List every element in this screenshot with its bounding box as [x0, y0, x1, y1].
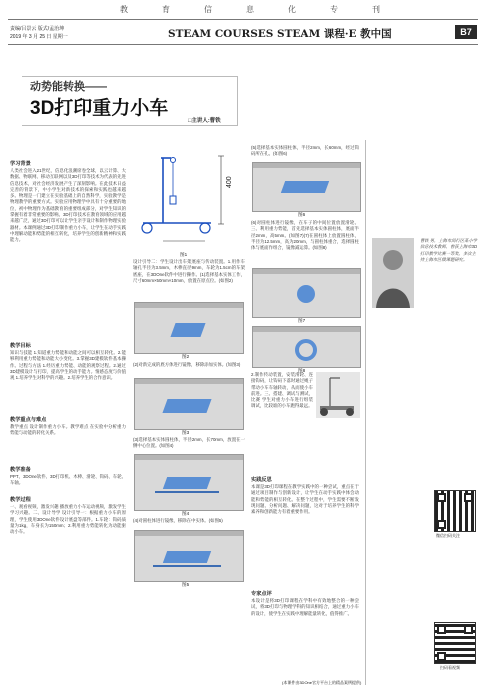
footer-note: (本课件由3DOne官方平台上的精品案例提供): [282, 680, 362, 685]
figure-8-screenshot: [252, 326, 361, 368]
cad-axle: [155, 491, 219, 493]
author-bio: 曹铁 男，上海市闵行区某小学信息技术教师，曾获上海市3D打印教学比赛一等奖，多次主持上海市区级课题研究。: [420, 238, 478, 263]
figure-4-text: (4)对圆柱体进行镜像，移除在中实体。(如图5): [133, 518, 223, 523]
figure-5-caption: 图5: [182, 582, 190, 587]
figure-2-screenshot: [134, 302, 244, 354]
cad-toolbar: [253, 269, 360, 274]
wechat-qr-label: 微信扫码关注: [436, 533, 460, 538]
qr-finder-tr: [464, 493, 473, 502]
editor-line: 责编/吕景云 版式/孟治坤: [10, 26, 65, 32]
qr-finder-tr: [464, 625, 473, 634]
figure-3-screenshot: [134, 378, 244, 430]
figure-1-text: 设计引导二：学生设计出车架底座与传动装置。1.用作车轴孔半径为3.5mm，木棒直径9mm，车轮为1.5cm的车架底座，在3DOne软件中进行操作。(1)选择基本实体工作，尺寸60mm×50mm×10mm，放置在原点位。(如图2): [133, 259, 245, 283]
banner-chars: 教 育 信 息 化 专 刊: [120, 5, 380, 14]
cad-toolbar: [253, 163, 360, 168]
author-photo: [372, 238, 414, 308]
section-text-background: 人类社会进入21世纪，信息化浪潮席卷全球，以云计算、大数据、物联网、移动互联网以及3D打印等技术为代表的先进信息技术，对社会经济发展产生了深刻影响。在此技术日益完善的背景下，中小学生对新技术的探索和实践也越来越多。物理是一门建立在实验基础上的自然科学，实验教学是物理教学的重要方式。实验应用物理学中具有十分重要的地位，初中物理作为基础教育的重要组成部分，对学生知识的掌握有着非常重要的影响。3D打印技术在教育领域的应用越来越广泛，通过3D打印可以让学生亲手设计和制作物理实验器材。本课例通过3D打印制作重力小车，让学生在动手实践中理解动能和势能的相互转化，培养学生的创新精神和实践能力。: [10, 168, 126, 243]
figure-4-caption: 图4: [182, 511, 190, 516]
video-qr-label: 扫码看视频: [440, 665, 460, 670]
cad-axle: [153, 565, 221, 567]
qr-finder-tl: [437, 625, 446, 634]
section-title-goals: 教学目标: [10, 343, 31, 349]
headline-title: 3D打印重力小车: [30, 98, 169, 119]
byline: □主讲人:曹铁: [188, 118, 221, 124]
figure-6-caption: 图6: [298, 212, 306, 217]
section-title-process: 教学过程: [10, 497, 31, 503]
cad-wheel: [295, 339, 317, 361]
headline-kicker: 动势能转换——: [30, 81, 107, 93]
figure-3-caption: 图3: [182, 430, 190, 435]
section-title-expert: 专家点评: [251, 591, 272, 597]
cad-block: [281, 181, 329, 193]
figure-8-caption: 图8: [298, 368, 306, 373]
cad-block: [163, 477, 211, 489]
video-qr-code[interactable]: [434, 622, 476, 664]
figure-1-dimension: 400: [226, 176, 233, 188]
figure-3-text: (3)选择基本实体圆柱体，半径2mm，长70mm，放置在一侧中心位置。(如图4): [133, 437, 245, 449]
cad-pulley: [297, 285, 315, 303]
section-title-key-points: 教学重点与难点: [10, 417, 47, 423]
section-text-preparation: PPT、3DOne软件、3D打印机、木棒、滑轮、钩码、车轮、车轴。: [10, 474, 126, 486]
cad-block: [162, 399, 211, 413]
section-text-goals: 知识与技能 1.知道重力势能和动能之间可以相互转化。2.能够利用重力势能和动能大小变化。3.掌握3D建模软件基本操作。过程与方法 1.经历重力势能、动能的观察过程。2.通过3D建模设计与打印，提高学生的动手能力。情感态度与价值观 1.培养学生对科学的兴趣。2.培养学生的合作意识。: [10, 350, 126, 381]
figure-1-drawing: [133, 148, 233, 258]
cad-toolbar: [135, 531, 243, 536]
page-number-badge: B7: [455, 25, 477, 39]
section-text-practice: 本课是3D打印课程在教学实践中的一种尝试，重点在于通过项目制作与创新设计，让学生在动手实践中体会动能和势能的相互转化。在整个过程中，学生需要不断发现问题、分析问题、解决问题，这对于培养学生的科学素养和创新能力有着重要作用。: [251, 484, 359, 515]
figure-2-text: (2)对新完成的底方体进行镜像，移除添加实体。(如图3): [133, 362, 241, 367]
section-text-expert: 本设计是将3D打印课程在学科中有效地整合的一种尝试，将3D打印与物理学科的知识相结合，通过重力小车的设计，使学生在实践中理解能量转化，值得推广。: [251, 598, 359, 616]
figure-2-caption: 图2: [182, 354, 190, 359]
section-text-key-points: 教学重点 设计制作重力小车。教学难点 在实验中分析重力势能与动能的转化关系。: [10, 424, 126, 436]
cad-toolbar: [135, 379, 243, 384]
cad-block: [163, 551, 211, 563]
section-title-background: 学习背景: [10, 161, 31, 167]
figure-4-screenshot: [134, 454, 244, 511]
figure-6-screenshot: [252, 162, 361, 212]
sidebar-divider: [365, 140, 366, 685]
header-rule: [8, 19, 478, 20]
header-rule-2: [8, 44, 478, 45]
col3-top-text: (5)选择基本实体圆柱体，半径2mm，长60mm，经过钩码所在孔。(如图6): [251, 145, 359, 157]
col3-mid-text: (6)对圆柱体进行镜像，在车子的中间位置放置滑轮。三、利用重力势能，首先选择基本实体圆柱体，底面半径2mm，高5mm。(如图7)(7)在圆柱体上放置圆柱体，半径为12.5mm，高为20mm，与圆柱体重合，选择圆柱体与底面作组合，镜像减运算。(如图8): [251, 220, 359, 251]
section-text-process: 一、观看视频，激发兴趣 播放重力小车运动视频，激发学生学习兴趣。二、设计导学 设计引导一：根据重力小车的原理，学生使用3DOne软件设计底盘等部件。1.车轮：钩码质量为1kg，车身长为150mm；2.利用重力势能转化为动能驱动小车。: [10, 504, 126, 535]
date-line: 2019 年 3 月 25 日 星期一: [10, 34, 68, 40]
qr-finder-bl: [437, 652, 446, 661]
section-title-preparation: 教学准备: [10, 467, 31, 473]
cad-toolbar: [135, 303, 243, 308]
figure-1-caption: 图1: [180, 252, 188, 257]
cad-toolbar: [253, 327, 360, 332]
masthead-banner: [0, 4, 486, 18]
col3-side-text: 2.制作传动装置，安装滑轮、连接钩码，让钩码下落时通过绳子带动小车车轴转动，从而使小车前进。三、搭建、调试与测试，比赛 学生对重力小车进行组装调试，比较谁的小车跑得最远。: [251, 372, 313, 409]
figure-7-caption: 图7: [298, 318, 306, 323]
car-photo: [316, 372, 360, 418]
column-title: STEAM COURSES STEAM 课程·E 教中国: [168, 28, 392, 40]
figure-5-screenshot: [134, 530, 244, 582]
figure-7-screenshot: [252, 268, 361, 318]
qr-finder-tl: [437, 493, 446, 502]
wechat-qr-code[interactable]: [434, 490, 476, 532]
qr-finder-bl: [437, 520, 446, 529]
cad-toolbar: [135, 455, 243, 460]
cad-block: [170, 323, 205, 337]
section-title-practice: 实践反思: [251, 477, 272, 483]
